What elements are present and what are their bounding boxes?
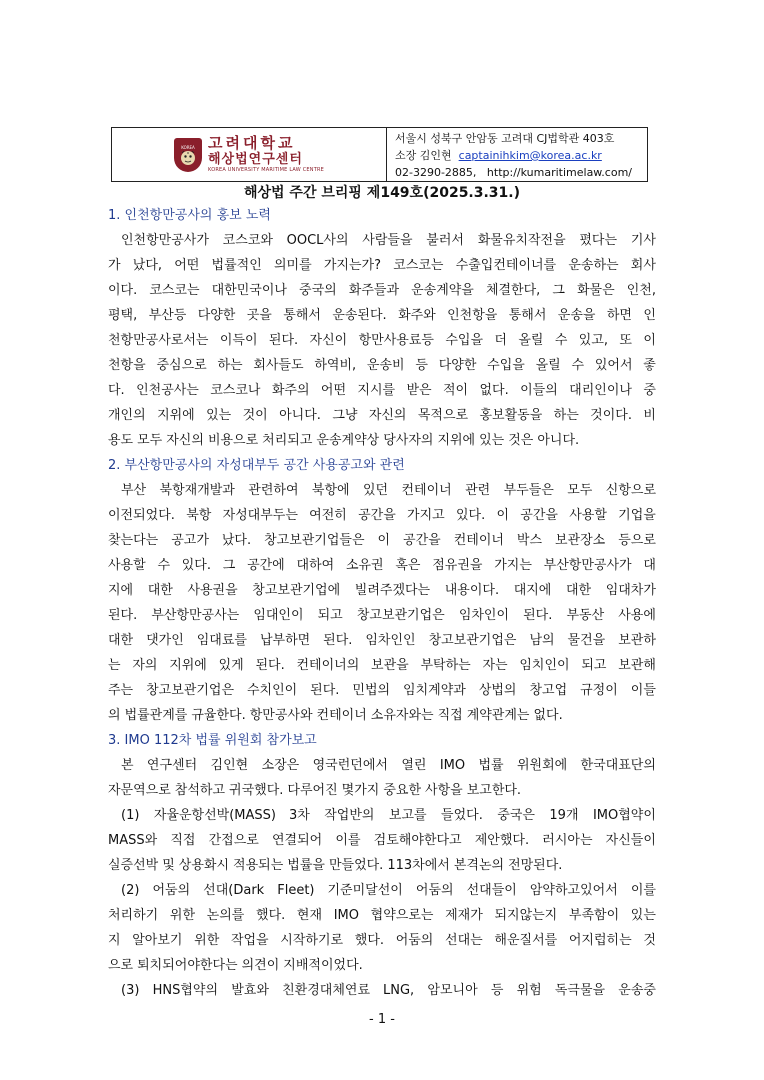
paragraph-line: MASS와 직접 간접으로 연결되어 이를 검토해야한다고 제안했다. 러시아는 자신들이 [108,833,656,848]
logo-english-name: KOREA UNIVERSITY MARITIME LAW CENTRE [208,167,324,173]
address-line: 서울시 성북구 안암동 고려대 CJ법학관 403호 [395,132,615,145]
director-line [395,147,639,164]
paragraph-line: 의 법률관계를 규율한다. 항만공사와 컨테이너 소유자와는 직접 계약관계는 없다. [108,708,563,723]
paragraph-line: 평택, 부산등 다양한 곳을 통해서 운송된다. 화주와 인천항을 통해서 운송을 하면 인 [108,308,656,323]
paragraph-line: 이다. 코스코는 대한민국이나 중국의 화주들과 운송계약을 체결한다, 그 화물은 인천, [108,283,656,298]
section-3 [108,728,656,1003]
svg-text:KOREA: KOREA [181,144,195,150]
section-heading: 1. 인천항만공사의 홍보 노력 [108,208,271,223]
paragraph-line: 부산 북항재개발과 관련하여 북항에 있던 컨테이너 관련 부두들은 모두 신항으로 [108,483,656,498]
paragraph-line: 처리하기 위한 논의를 했다. 현재 IMO 협약으로는 제재가 되지않는지 부족함이 있는 [108,908,656,923]
tiger-emblem-icon [174,138,202,172]
paragraph-line: 개인의 지위에 있는 것이 아니다. 그냥 자신의 목적으로 홍보활동을 하는 것이다. 비 [108,408,656,423]
paragraph-line: (1) 자율운항선박(MASS) 3차 작업반의 보고를 들었다. 중국은 19개 IMO협약이 [108,808,656,823]
header-box [111,127,648,182]
paragraph-line: 천항만공사로서는 이득이 된다. 자신이 항만사용료등 수입을 더 올릴 수 있고, 또 이 [108,333,656,348]
paragraph-line: 용도 모두 자신의 비용으로 처리되고 운송계약상 당사자의 지위에 있는 것은 아니다. [108,433,580,448]
paragraph-line: 는 자의 지위에 있게 된다. 컨테이너의 보관을 부탁하는 자는 임치인이 되고 보관해 [108,658,656,673]
paragraph-line: 지 알아보기 위한 작업을 시작하기로 했다. 어둠의 선대는 해운질서를 어지럽히는 것 [108,933,656,948]
logo-university-name: 고려대학교 [208,134,296,152]
paragraph-line: 이전되었다. 북항 자성대부두는 여전히 공간을 가지고 있다. 이 공간을 사용할 기업을 [108,508,656,523]
paragraph-line: 자문역으로 참석하고 귀국했다. 다루어진 몇가지 중요한 사항을 보고한다. [108,783,522,798]
email-link[interactable]: captainihkim@korea.ac.kr [458,149,602,162]
paragraph-line: 가 났다, 어떤 법률적인 의미를 가지는가? 코스코는 수출입컨테이너를 운송하는 회사 [108,258,656,273]
paragraph-line: 천항을 중심으로 하는 회사들도 하역비, 운송비 등 다양한 수입을 올릴 수 있어서 좋 [108,358,656,373]
phone-web-line [395,164,639,181]
paragraph-line: 대한 댓가인 임대료를 납부하면 된다. 임차인인 창고보관기업은 남의 물건을 보관하 [108,633,656,648]
paragraph-line: 주는 창고보관기업은 수치인이 된다. 민법의 임치계약과 상법의 창고업 규정이 이들 [108,683,656,698]
section-2 [108,453,656,728]
director-label: 소장 김인현 [395,149,452,162]
phone-number: 02-3290-2885, [395,166,477,179]
paragraph-line: 본 연구센터 김인현 소장은 영국런던에서 열린 IMO 법률 위원회에 한국대표단의 [108,758,656,773]
logo-cell [112,128,387,181]
website-link[interactable]: http://kumaritimelaw.com/ [486,166,632,179]
paragraph-line: 인천항만공사가 코스코와 OOCL사의 사람들을 불러서 화물유치작전을 폈다는 기사 [108,233,656,248]
page-number: - 1 - [369,1012,395,1027]
logo-center-name: 해상법연구센터 [208,152,303,167]
section-1 [108,203,656,453]
paragraph-line: 실증선박 및 상용화시 적용되는 법률을 만들었다. 113차에서 본격논의 전망된다. [108,858,563,873]
paragraph-line: 으로 퇴치되어야한다는 의견이 지배적이었다. [108,958,363,973]
section-heading: 2. 부산항만공사의 자성대부두 공간 사용공고와 관련 [108,458,405,473]
paragraph-line: 찾는다는 공고가 났다. 창고보관기업들은 이 공간을 컨테이너 박스 보관장소 등으로 [108,533,656,548]
paragraph-line: (3) HNS협약의 발효와 친환경대체연료 LNG, 암모니아 등 위험 독극물을 운송중 [108,983,656,998]
paragraph-line: 된다. 부산항만공사는 임대인이 되고 창고보관기업은 임차인이 된다. 부동산 사용에 [108,608,656,623]
briefing-title: 해상법 주간 브리핑 제149호(2025.3.31.) [243,185,521,201]
contact-info [387,128,647,181]
university-logo [174,135,324,174]
paragraph-line: 다. 인천공사는 코스코나 화주의 어떤 지시를 받은 적이 없다. 이들의 대리인이나 중 [108,383,656,398]
paragraph-line: (2) 어둠의 선대(Dark Fleet) 기준미달선이 어둠의 선대들이 암약하고있어서 이를 [108,883,656,898]
section-heading: 3. IMO 112차 법률 위원회 참가보고 [108,733,317,748]
paragraph-line: 사용할 수 있다. 그 공간에 대하여 소유권 혹은 점유권을 가지는 부산항만공사가 대 [108,558,656,573]
paragraph-line: 지에 대한 사용권을 창고보관기업에 빌려주겠다는 내용이다. 대지에 대한 임대차가 [108,583,656,598]
